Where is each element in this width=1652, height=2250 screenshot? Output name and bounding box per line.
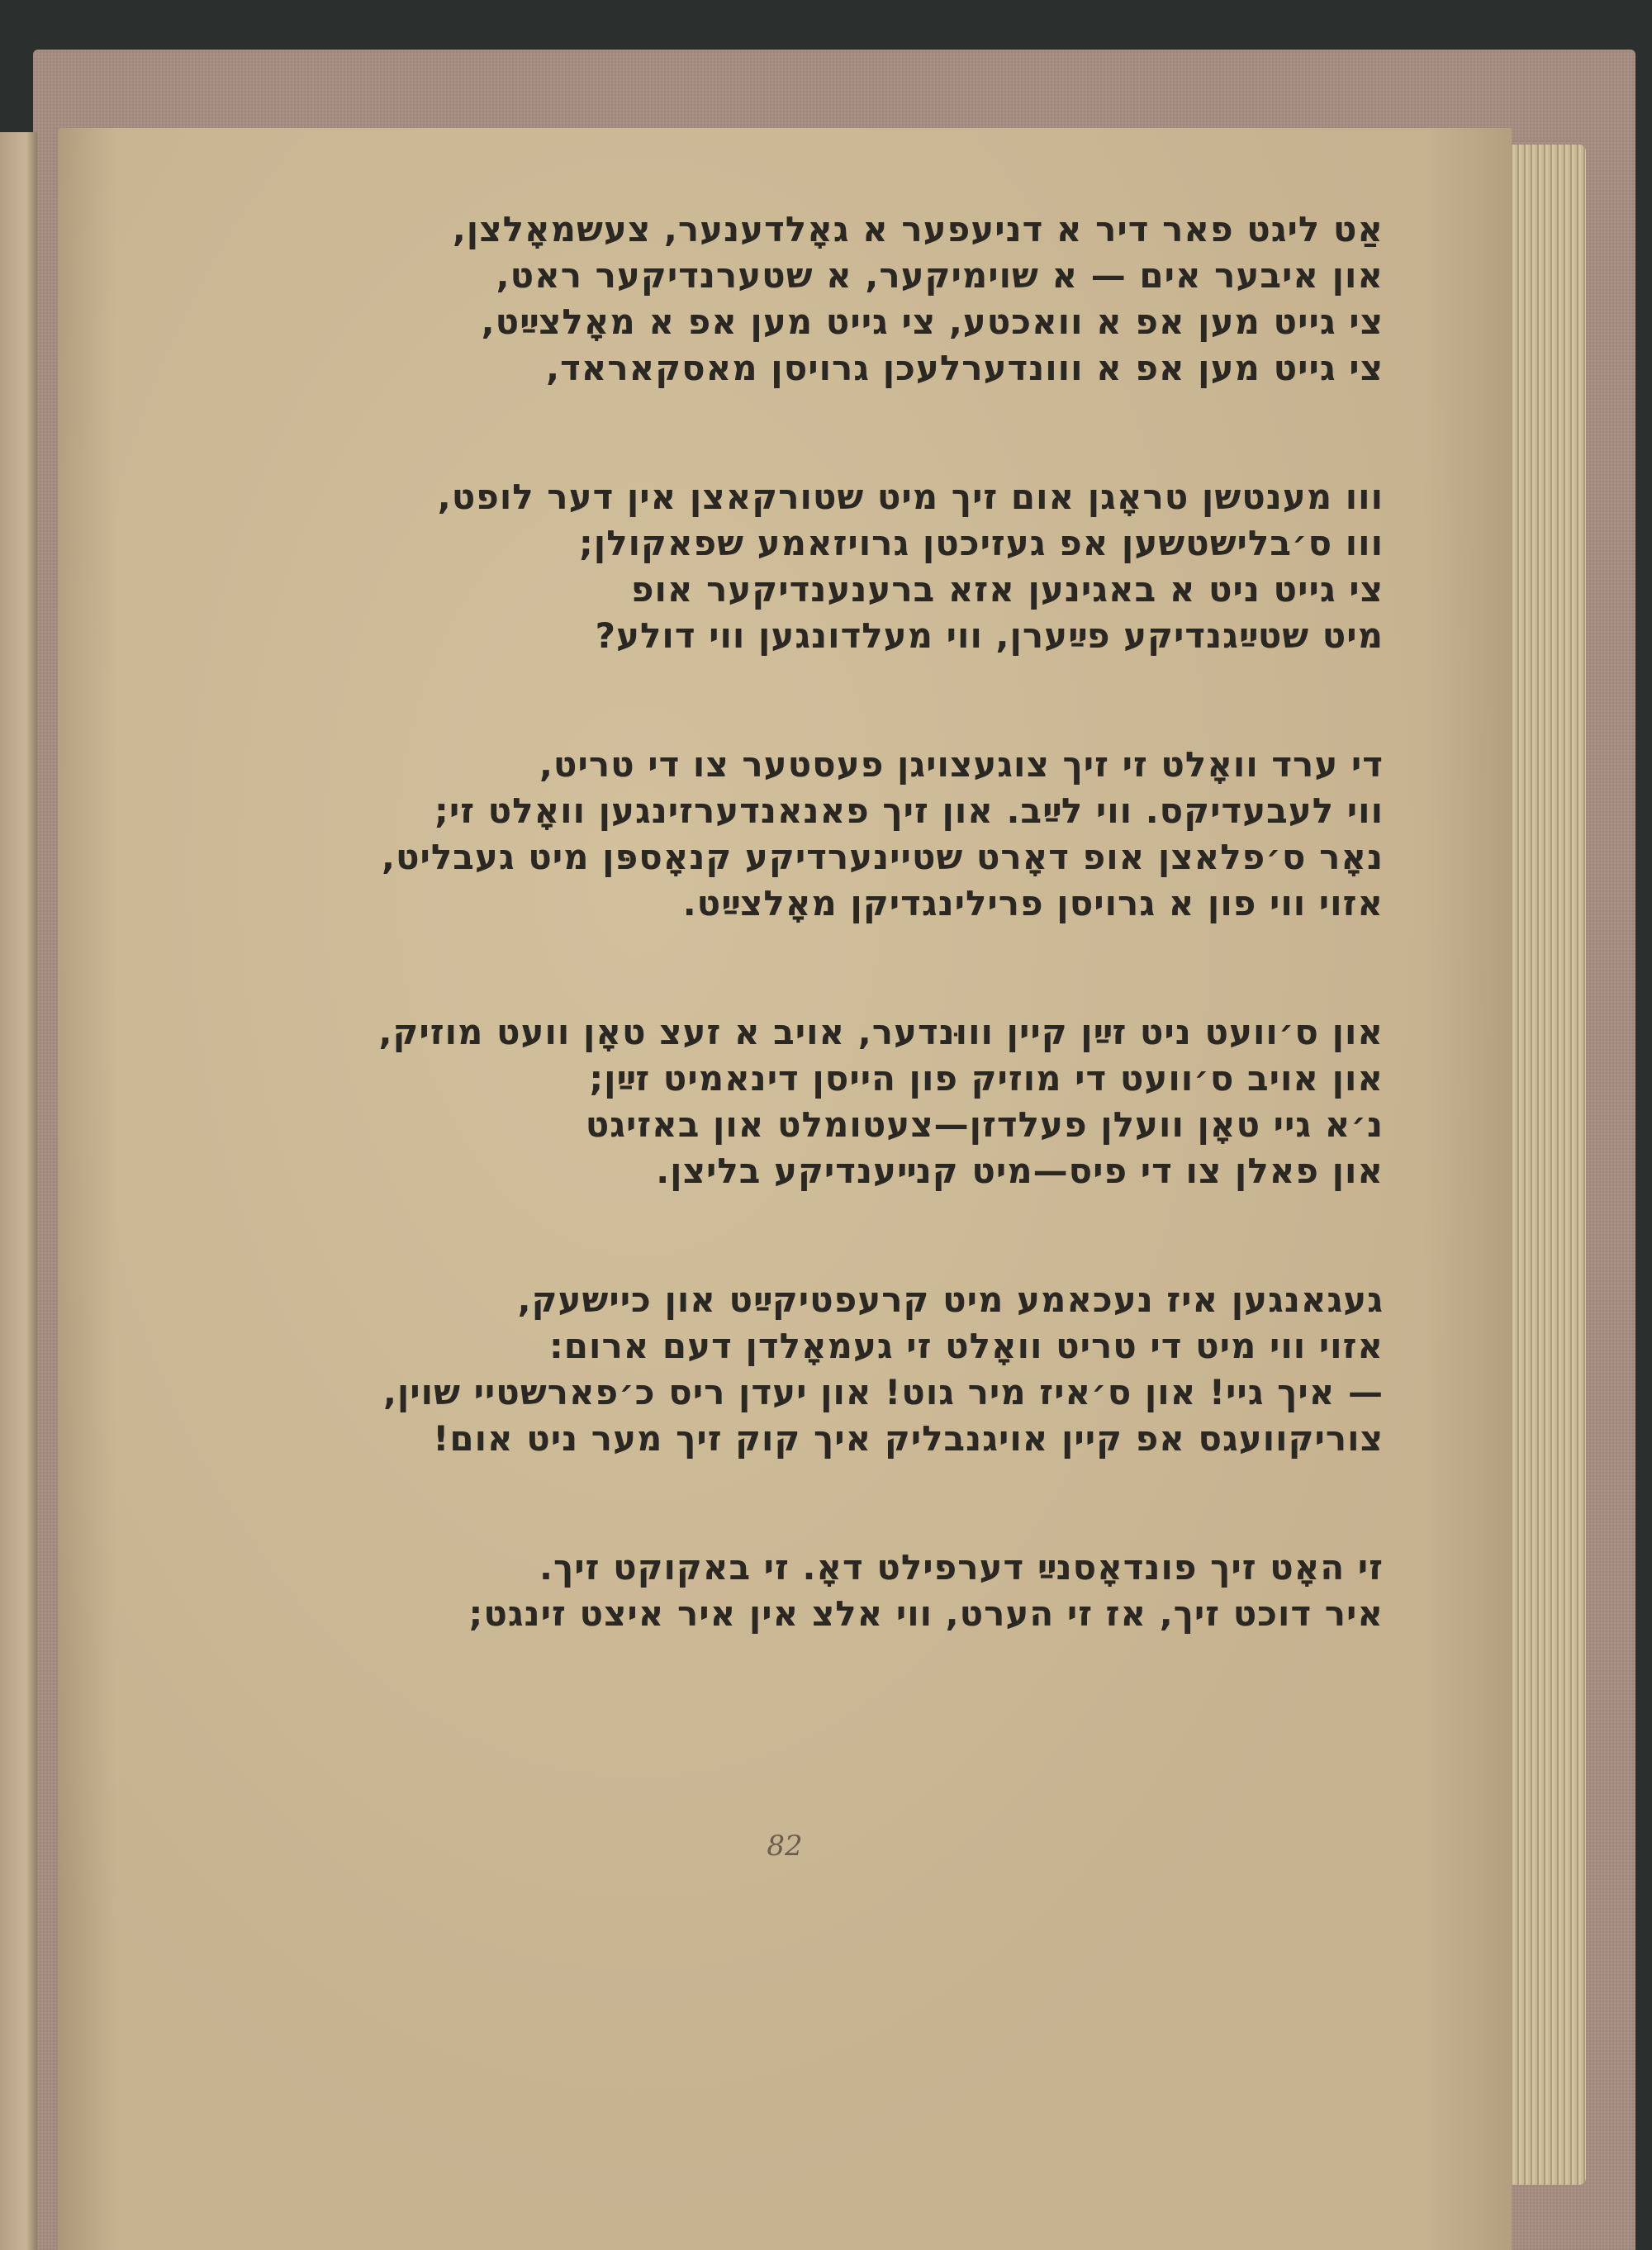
- facing-page-edge: [0, 132, 37, 2250]
- poem-line: נ׳א גיי טאָן וועלן פעלדזן—צעטומלט און באזיגט: [585, 1104, 1384, 1145]
- poem-line: און איבער אים — א שוימיקער, א שטערנדיקער ראט,: [496, 255, 1384, 296]
- page-number: 82: [767, 1830, 803, 1863]
- poem-line: — איך גיי! און ס׳איז מיר גוט! און יעדן ריס כ׳פארשטיי שוין,: [382, 1372, 1384, 1412]
- poem-line: געגאנגען איז נעכאמע מיט קרעפטיקײַט און כיישעק,: [517, 1279, 1384, 1320]
- poem-line: אַט ליגט פאר דיר א דניעפער א גאָלדענער, צעשמאָלצן,: [452, 209, 1384, 249]
- poem-line: צוריקוועגס אפ קיין אויגנבליק איך קוק זיך מער ניט אום!: [433, 1418, 1384, 1459]
- poem-line: נאָר ס׳פלאצן אופ דאָרט שטיינערדיקע קנאָספּן מיט געבליט,: [382, 837, 1384, 877]
- poem-line: צי גייט מען אפ א וואכטע, צי גייט מען אפ א מאָלצײַט,: [481, 301, 1384, 342]
- poem-line: אזוי ווי מיט די טריט וואָלט זי געמאָלדן דעם ארום:: [548, 1326, 1384, 1366]
- poem-line: צי גייט ניט א באגינען אזא ברענענדיקער אופ: [630, 569, 1384, 610]
- poem-line: מיט שטײַגנדיקע פײַערן, ווי מעלדונגען ווי דולע?: [595, 615, 1384, 656]
- poem-line: ווו ס׳בלישטשען אפ געזיכטן גרויזאמע שפאקולן;: [578, 523, 1384, 563]
- poem-line: איר דוכט זיך, אז זי הערט, ווי אלצ אין איר איצט זינגט;: [468, 1593, 1384, 1634]
- poem-line: ווי לעבעדיקס. ווי לײַב. און זיך פאנאנדערזינגען וואָלט זי;: [434, 790, 1384, 831]
- poem-line: צי גייט מען אפ א ווונדערלעכן גרויסן מאסקאראד,: [546, 348, 1384, 388]
- stanza-1: [248, 206, 1384, 392]
- stanza-5: [248, 1277, 1384, 1462]
- poem-line: די ערד וואָלט זי זיך צוגעצויגן פעסטער צו די טריט,: [539, 744, 1384, 785]
- poem-line: און אויב ס׳וועט די מוזיק פון הייסן דינאמיט זײַן;: [589, 1058, 1384, 1099]
- stanza-6: [248, 1545, 1384, 1637]
- poem-text: [248, 206, 1384, 1720]
- poem-line: און ס׳וועט ניט זײַן קיין וווּנדער, אויב א זעצ טאָן וועט מוזיק,: [378, 1012, 1384, 1052]
- stanza-2: [248, 474, 1384, 659]
- poem-line: און פאלן צו די פיס—מיט קנײענדיקע בליצן.: [656, 1151, 1384, 1191]
- poem-line: זי האָט זיך פונדאָסנײַ דערפילט דאָ. זי באקוקט זיך.: [539, 1547, 1384, 1588]
- stanza-4: [248, 1009, 1384, 1194]
- stanza-3: [248, 742, 1384, 927]
- poem-line: אזוי ווי פון א גרויסן פרילינגדיקן מאָלצײַט.: [682, 883, 1384, 923]
- poem-line: ווו מענטשן טראָגן אום זיך מיט שטורקאצן אין דער לופט,: [437, 477, 1384, 517]
